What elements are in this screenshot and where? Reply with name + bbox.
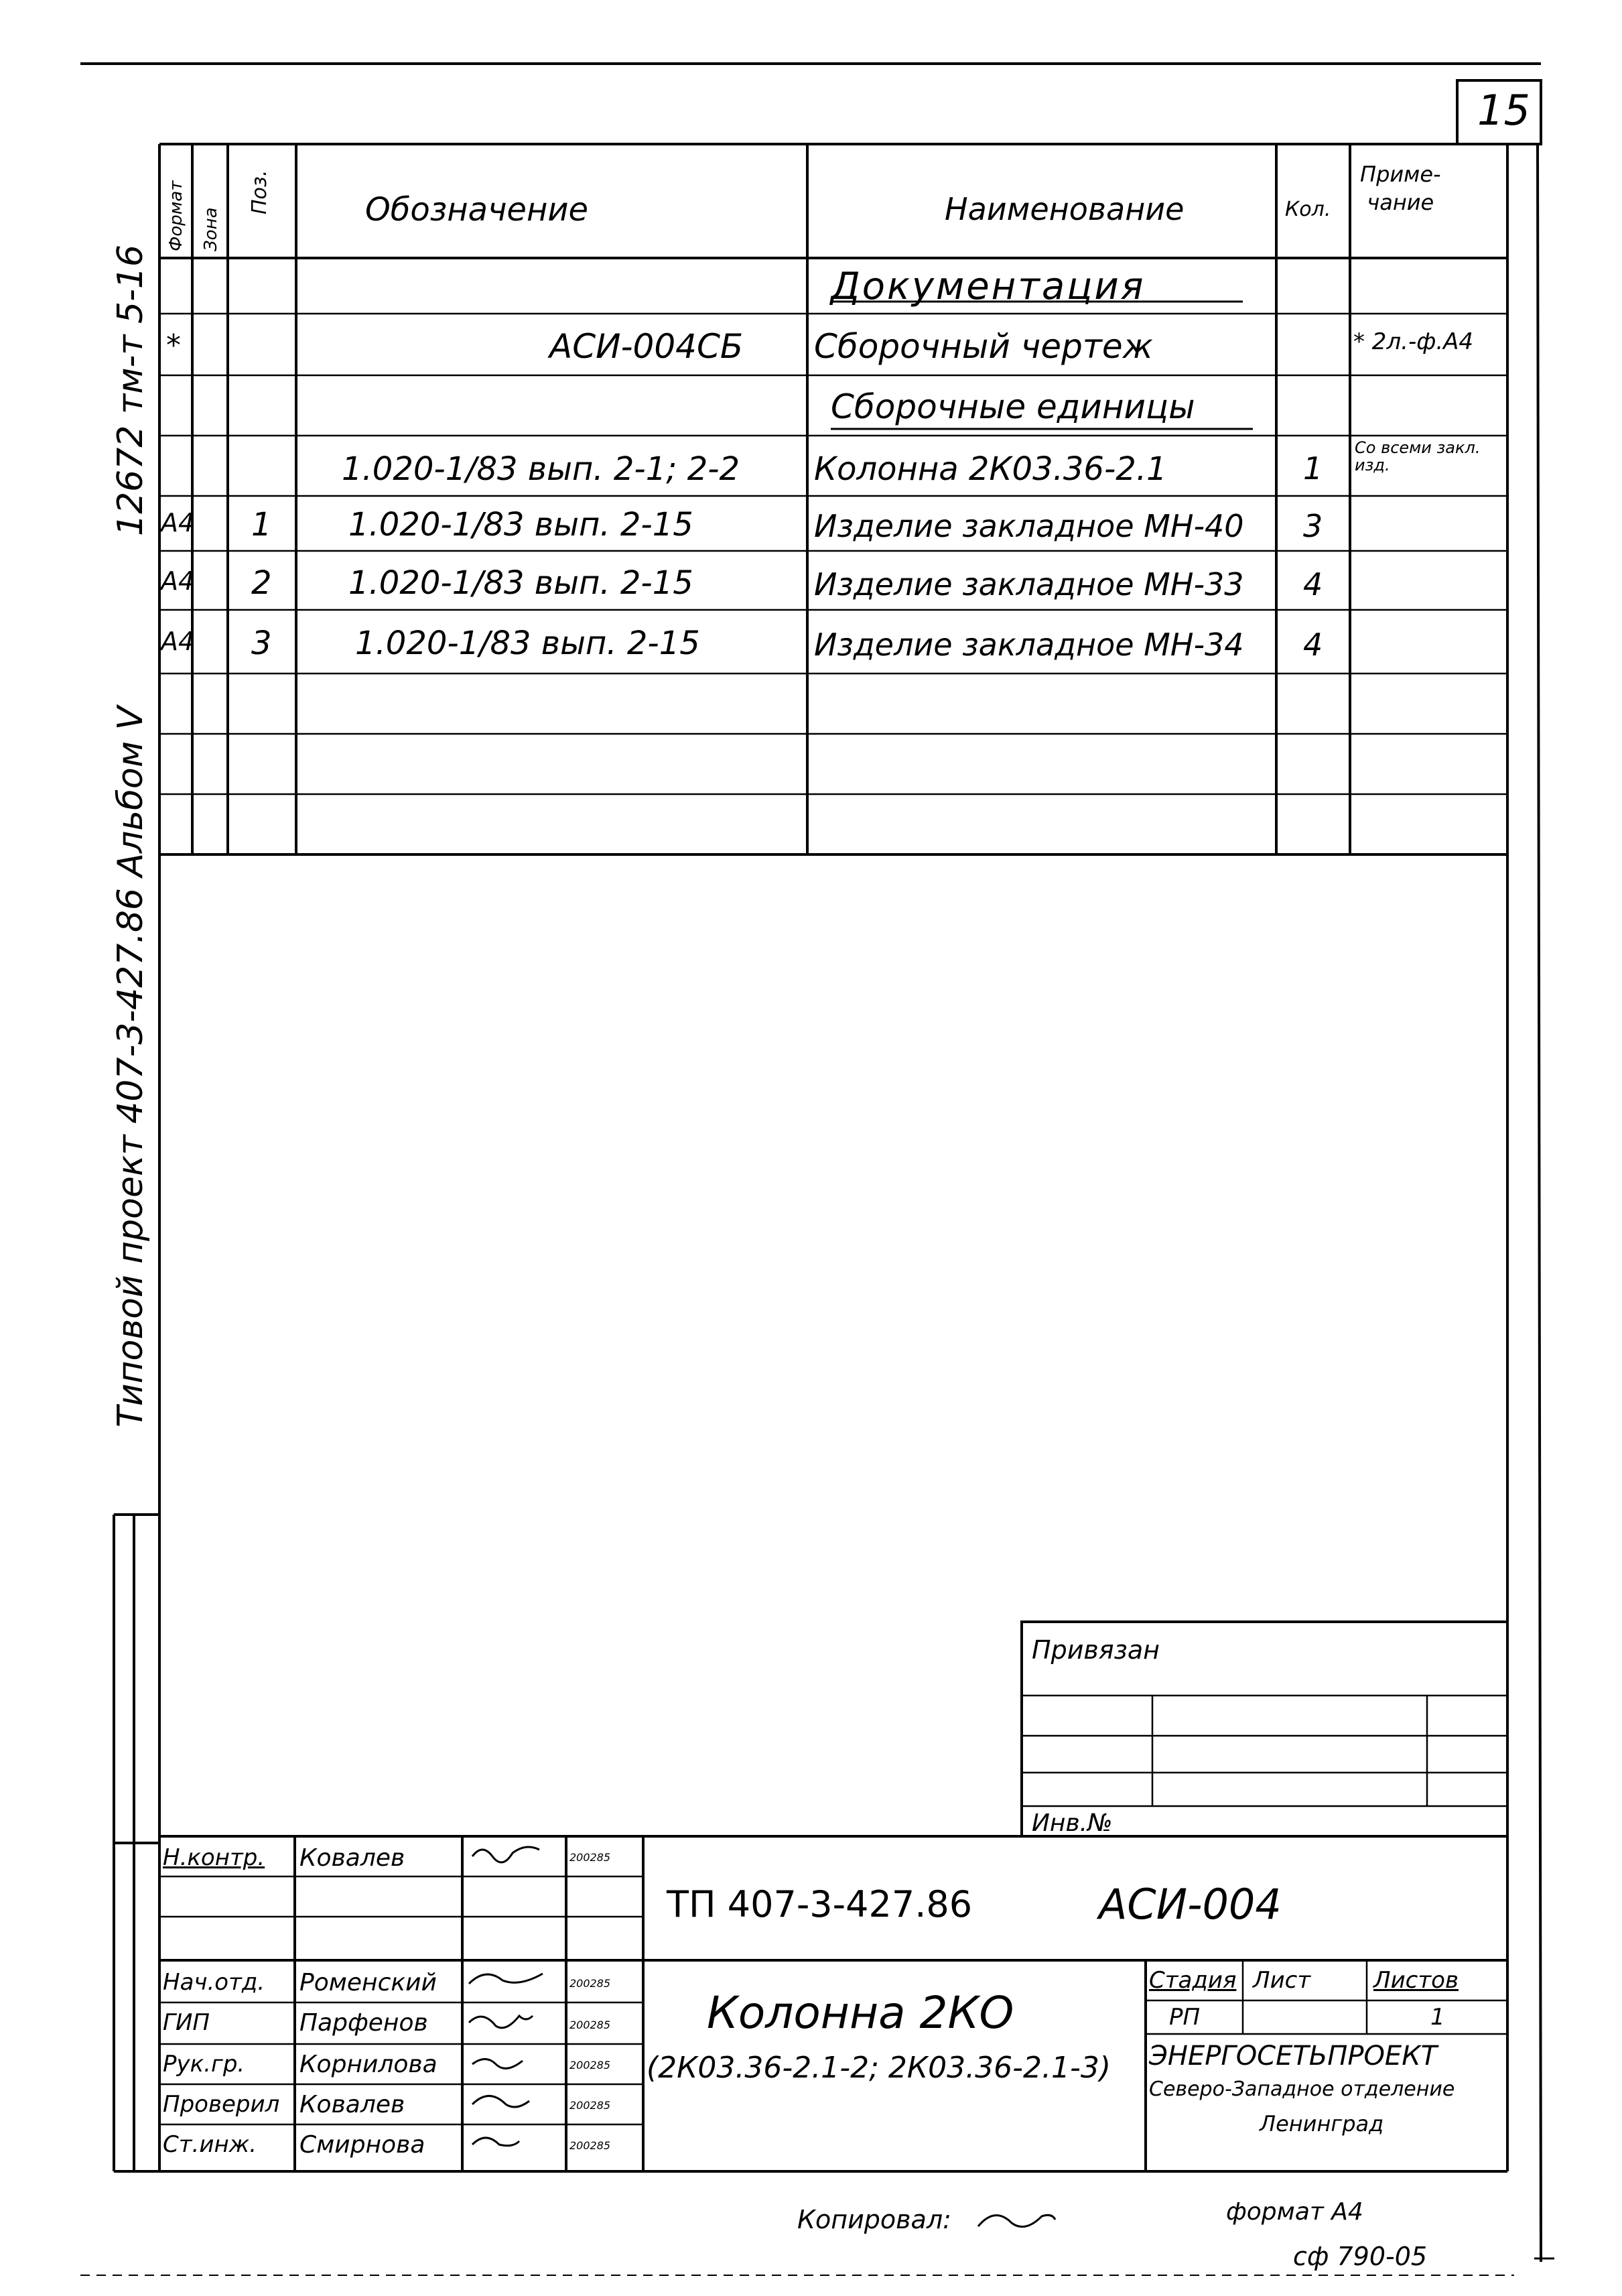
role-nach-otd: Нач.отд. — [163, 1969, 265, 1996]
date-n-kontr: 200285 — [569, 1851, 611, 1864]
header-name: Наименование — [945, 191, 1185, 227]
table-row-6-designation: 1.020-1/83 вып. 2-15 — [355, 625, 700, 662]
name-gip: Парфенов — [299, 2009, 428, 2037]
section-assembly-units: Сборочные единицы — [831, 387, 1195, 426]
table-row-3-designation: 1.020-1/83 вып. 2-1; 2-2 — [342, 450, 740, 488]
table-row-1-format: * — [166, 328, 181, 363]
table-row-6-pos: 3 — [251, 625, 272, 662]
sheet-number: 15 — [1477, 86, 1530, 135]
date-ruk-gr: 200285 — [569, 2059, 611, 2071]
date-nach-otd: 200285 — [569, 1977, 611, 1990]
privyazan-label: Привязан — [1032, 1635, 1160, 1665]
org-name: ЭНЕРГОСЕТЬПРОЕКТ — [1149, 2041, 1438, 2071]
table-row-3-note: Со всеми закл. изд. — [1355, 438, 1481, 475]
header-format: Формат — [166, 180, 186, 251]
table-row-1-designation: АСИ-004СБ — [549, 327, 744, 366]
drawing-subtitle: (2К03.36-2.1-2; 2К03.36-2.1-3) — [647, 2051, 1111, 2085]
role-ruk-gr: Рук.гр. — [163, 2051, 245, 2078]
header-pos: Поз. — [248, 170, 271, 214]
table-row-4-designation: 1.020-1/83 вып. 2-15 — [348, 506, 693, 544]
name-st-inzh: Смирнова — [299, 2131, 425, 2159]
table-row-5-format: А4 — [161, 566, 195, 596]
org-city: Ленинград — [1260, 2111, 1384, 2136]
name-n-kontr: Ковалев — [299, 1844, 405, 1872]
name-nach-otd: Роменский — [299, 1969, 437, 1996]
role-gip: ГИП — [163, 2009, 210, 2036]
table-row-1-note: * 2л.-ф.А4 — [1353, 328, 1474, 355]
table-row-6-qty: 4 — [1303, 627, 1323, 663]
header-zone: Зона — [201, 207, 221, 251]
role-proveril: Проверил — [163, 2091, 280, 2118]
footer-code: сф 790-05 — [1293, 2242, 1428, 2271]
date-gip: 200285 — [569, 2019, 611, 2031]
header-note: Приме- чание — [1360, 162, 1441, 215]
name-ruk-gr: Корнилова — [299, 2051, 437, 2078]
table-row-5-pos: 2 — [251, 564, 272, 602]
project-code: ТП 407-3-427.86 — [667, 1883, 973, 1925]
table-row-4-qty: 3 — [1303, 508, 1323, 544]
stage-label: Стадия — [1149, 1967, 1237, 1994]
side-album-text: Типовой проект 407-3-427.86 Альбом V — [111, 706, 151, 1427]
header-qty: Кол. — [1285, 198, 1331, 221]
section-documentation: Документация — [831, 265, 1146, 308]
format-label: формат А4 — [1226, 2198, 1363, 2226]
sheets-value: 1 — [1430, 2004, 1445, 2031]
drawing-title: Колонна 2КО — [707, 1987, 1014, 2039]
table-row-5-designation: 1.020-1/83 вып. 2-15 — [348, 564, 693, 602]
name-proveril: Ковалев — [299, 2091, 405, 2118]
date-st-inzh: 200285 — [569, 2139, 611, 2152]
role-n-kontr: Н.контр. — [163, 1844, 265, 1871]
header-designation: Обозначение — [365, 191, 589, 229]
sheets-label: Листов — [1373, 1967, 1459, 1994]
side-inventory-text: 12672 тм-т 5-16 — [111, 244, 151, 536]
table-row-5-name: Изделие закладное МН-33 — [814, 566, 1244, 602]
document-code: АСИ-004 — [1099, 1880, 1282, 1929]
table-row-3-qty: 1 — [1303, 450, 1323, 487]
table-row-4-name: Изделие закладное МН-40 — [814, 508, 1244, 544]
copied-label: Копировал: — [797, 2205, 951, 2234]
table-row-3-name: Колонна 2К03.36-2.1 — [814, 450, 1167, 488]
table-row-4-format: А4 — [161, 508, 195, 537]
table-row-4-pos: 1 — [251, 506, 272, 544]
org-branch: Северо-Западное отделение — [1149, 2078, 1455, 2101]
stage-value: РП — [1169, 2004, 1201, 2031]
sheet-label: Лист — [1253, 1967, 1311, 1994]
table-row-1-name: Сборочный чертеж — [814, 327, 1153, 366]
table-row-5-qty: 4 — [1303, 566, 1323, 602]
date-proveril: 200285 — [569, 2099, 611, 2112]
inv-no-label: Инв.№ — [1032, 1809, 1113, 1837]
table-row-6-format: А4 — [161, 627, 195, 656]
table-row-6-name: Изделие закладное МН-34 — [814, 627, 1244, 663]
role-st-inzh: Ст.инж. — [163, 2131, 257, 2158]
